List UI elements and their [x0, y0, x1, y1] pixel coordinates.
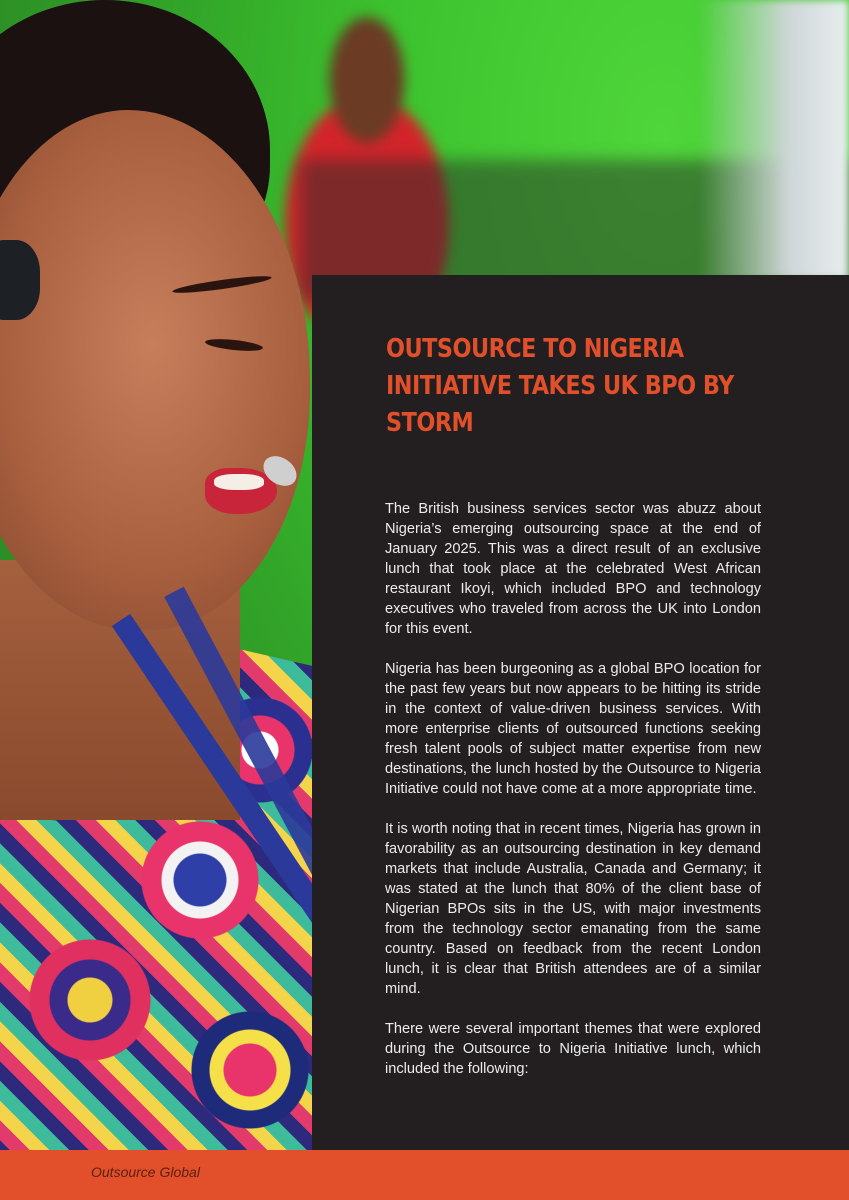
article-paragraph-1: The British business services sector was abuzz about Nigeria’s emerging outsourcing space at the end of January 2025. This was a direct result of an exclusive lunch that took place at the celebrated West African restaurant Ikoyi, which included BPO and technology executives who traveled from across the UK into London for this event. — [385, 501, 761, 637]
article-panel — [312, 275, 849, 1150]
background-window-light — [699, 0, 849, 280]
headset-earpiece — [0, 240, 40, 320]
article-title-text: OUTSOURCE TO NIGERIA INITIATIVE TAKES UK BPO BY STORM — [386, 334, 734, 438]
article-paragraph-2: Nigeria has been burgeoning as a global BPO location for the past few years but now appears to be hitting its stride in the context of value-driven business services. With more enterprise clients of outsourced functions seeking fresh talent pools of subject matter expertise from new destinations, the lunch hosted by the Outsource to Nigeria Initiative could not have come at a more appropriate time. — [385, 661, 761, 797]
article-title — [386, 331, 734, 442]
article-body — [385, 499, 761, 1099]
woman-teeth — [214, 474, 264, 490]
article-paragraph-3: It is worth noting that in recent times, Nigeria has grown in favorability as an outsourcing destination in key demand markets that include Australia, Canada and Germany; it was stated at the lunch that 80% of the client base of Nigerian BPOs sits in the US, with major investments from the technology sector emanating from the same country. Based on feedback from the recent London lunch, it is clear that British attendees are of a similar mind. — [385, 821, 761, 997]
page-footer — [0, 1150, 849, 1200]
footer-publication-name: Outsource Global — [91, 1164, 200, 1180]
article-paragraph-4: There were several important themes that were explored during the Outsource to Nigeria Initiative lunch, which included the following: — [385, 1021, 761, 1077]
